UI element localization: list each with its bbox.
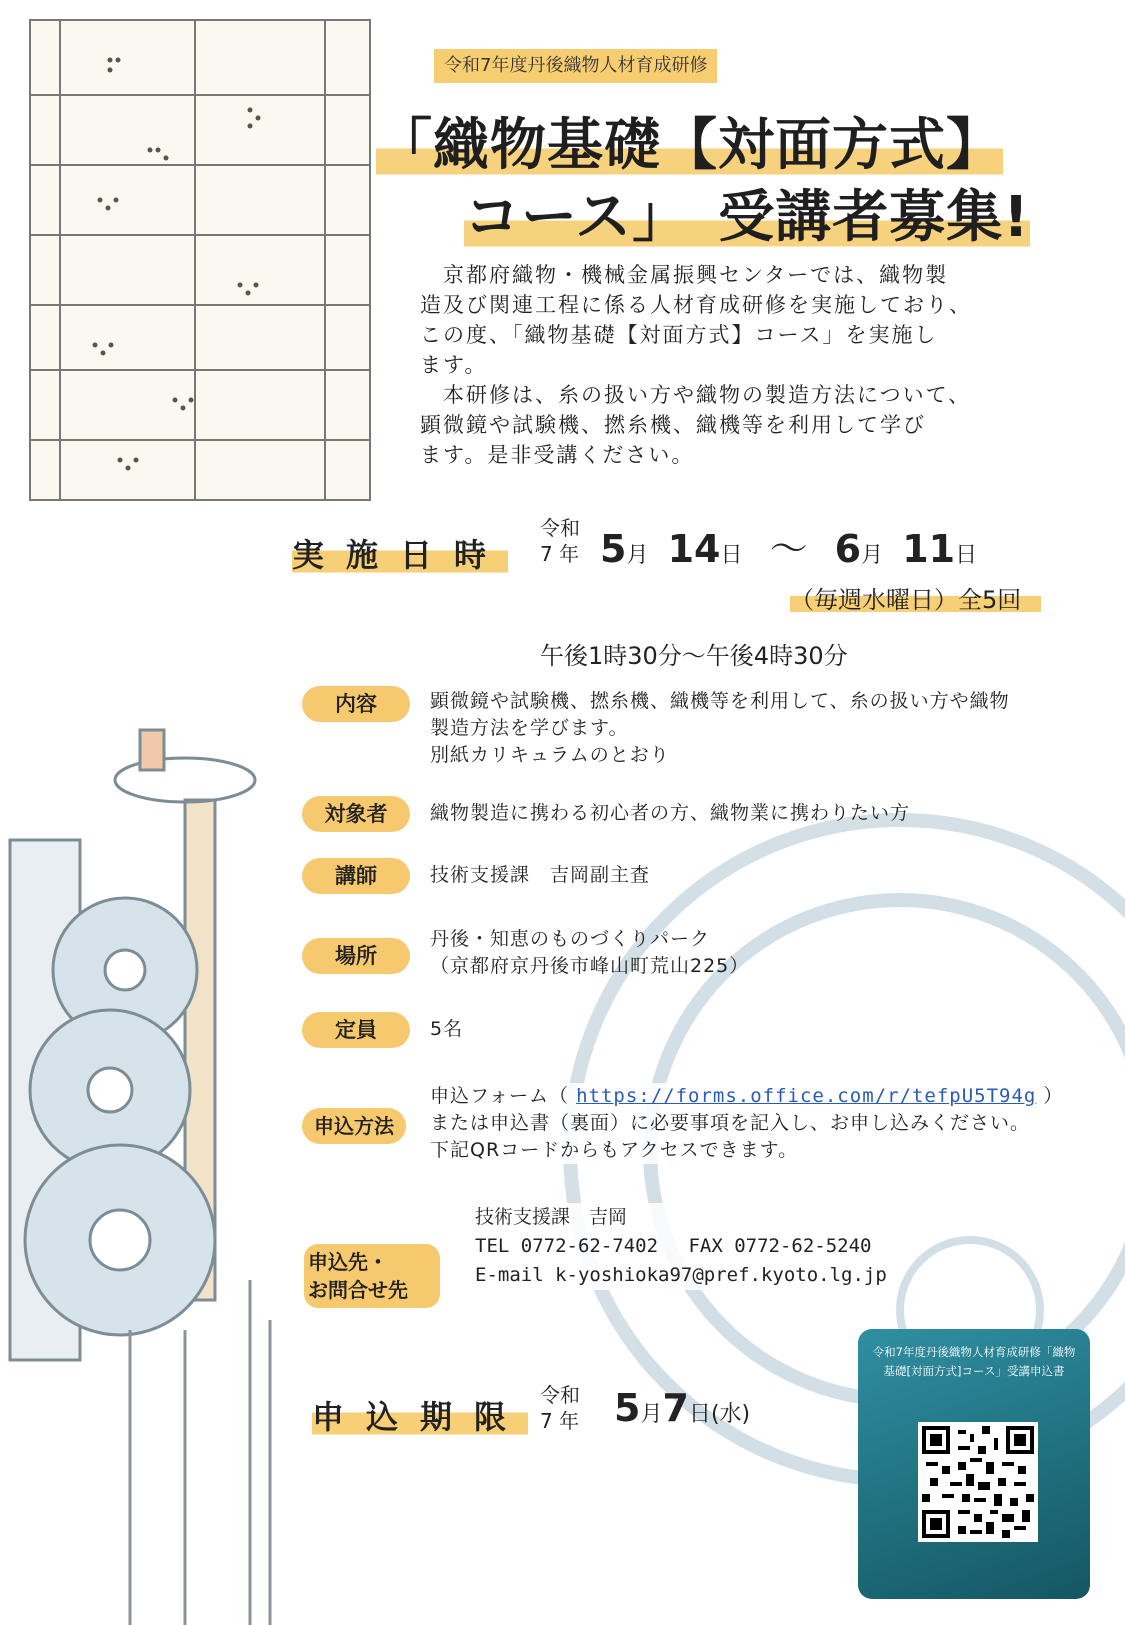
end-month-unit: 月 [861,543,884,568]
qr-code-icon [922,1426,1034,1538]
punch-card-illustration [30,20,370,500]
contact-details [475,1203,887,1290]
deadline-era [540,1382,580,1434]
application-label: 申込方法 [302,1108,406,1144]
deadline-era-bottom: 7 年 [540,1409,580,1433]
schedule-era-top: 令和 [540,516,580,540]
deadline-label: 申込期限 [312,1392,528,1438]
contact-email[interactable]: E-mail k-yoshioka97@pref.kyoto.lg.jp [475,1264,887,1286]
schedule-dates [600,518,977,573]
machine-legs-illustration [130,1280,270,1625]
start-day-unit: 日 [720,543,743,568]
contact-name: 技術支援課 吉岡 [475,1206,628,1228]
start-month-unit: 月 [626,543,649,568]
deadline-month-unit: 月 [640,1402,663,1427]
end-day: 11 [902,527,956,571]
application-line-2: または申込書（裏面）に必要事項を記入し、お申し込みください。 [430,1112,1031,1134]
qr-card[interactable] [858,1329,1090,1599]
detail-text-capacity: 5名 [430,1018,464,1040]
contact-tel-fax: TEL 0772-62-7402 FAX 0772-62-5240 [475,1235,872,1257]
application-form-prefix: 申込フォーム（ [430,1085,577,1107]
detail-label-target: 対象者 [302,796,410,832]
detail-text-instructor: 技術支援課 吉岡副主査 [430,864,651,886]
schedule-label: 実施日時 [292,530,508,576]
date-range-tilde: ～ [769,527,808,571]
deadline-weekday: (水) [710,1402,751,1427]
detail-label-content: 内容 [302,686,410,722]
detail-text-content: 顕微鏡や試験機、撚糸機、織機等を利用して、糸の扱い方や織物 製造方法を学びます。 別紙カリキュラムのとおり [430,690,1010,766]
detail-text-location: 丹後・知恵のものづくりパーク （京都府京丹後市峰山町荒山225） [430,928,750,977]
title-line-1: 「織物基礎【対面方式】 [376,113,1003,178]
gear-machinery-illustration [10,730,255,1360]
qr-card-title: 令和7年度丹後織物人材育成研修「織物基礎[対面方式]コース」受講申込書 [872,1345,1076,1378]
start-day: 14 [667,527,721,571]
qr-code[interactable] [918,1422,1038,1542]
schedule-era-bottom: 7 年 [540,542,580,566]
deadline-date [614,1386,750,1430]
schedule-era [540,515,580,567]
detail-label-location: 場所 [302,938,410,974]
schedule-time: 午後1時30分～午後4時30分 [540,642,848,670]
contact-label [304,1244,440,1308]
title-line-2: コース」 受講者募集! [464,185,1030,250]
series-tag: 令和7年度丹後織物人材育成研修 [434,49,717,83]
deadline-day: 7 [662,1386,689,1430]
detail-label-capacity: 定員 [302,1012,410,1048]
start-month: 5 [600,527,627,571]
application-line-3: 下記QRコードからもアクセスできます。 [430,1139,799,1161]
deadline-month: 5 [614,1386,641,1430]
intro-text: 京都府織物・機械金属振興センターでは、織物製 造及び関連工程に係る人材育成研修を実施しており、 この度、「織物基礎【対面方式】コース」を実施し ます。 本研修は、糸の扱い方や織物の製造方法について、 顕微鏡や試験機、撚糸機、織機等を利用して学び ます。是非受講ください。 [420,263,972,467]
application-text [430,1083,1067,1164]
detail-label-instructor: 講師 [302,858,410,894]
end-day-unit: 日 [955,543,978,568]
contact-label-line-2: お問合せ先 [308,1278,408,1302]
contact-label-line-1: 申込先・ [308,1250,388,1274]
page-title [376,110,1076,254]
detail-text-target: 織物製造に携わる初心者の方、織物業に携わりたい方 [430,802,911,824]
deadline-day-unit: 日 [688,1402,711,1427]
application-form-link[interactable]: https://forms.office.com/r/tefpU5T94g [576,1085,1037,1107]
application-form-suffix: ） [1036,1085,1064,1107]
end-month: 6 [834,527,862,571]
schedule-frequency: （毎週水曜日）全5回 [790,580,1041,615]
deadline-era-top: 令和 [540,1383,580,1407]
